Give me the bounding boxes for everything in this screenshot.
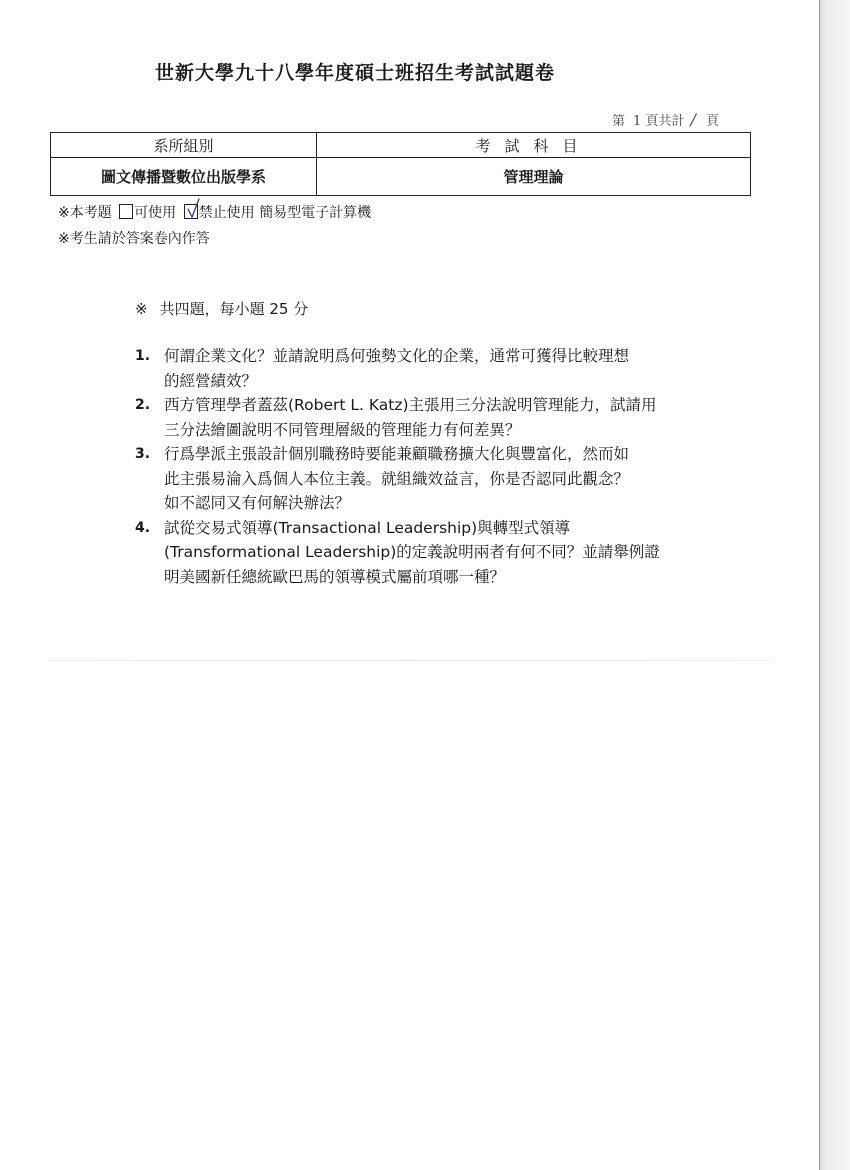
instruction	[135, 298, 308, 319]
question-item	[135, 442, 735, 516]
question-text-line: 的經營績效？	[164, 371, 258, 390]
calculator-note-prefix: ※本考題	[58, 205, 112, 221]
question-number: 2.	[135, 397, 151, 413]
question-item	[135, 393, 735, 442]
question-item	[135, 516, 735, 590]
question-text-line: 行爲學派主張設計個別職務時要能兼顧職務擴大化與豐富化，然而如	[164, 445, 630, 463]
reference-mark: ※	[135, 300, 148, 318]
header-subject-label: 考試科目	[317, 133, 751, 158]
calculator-note	[58, 202, 371, 222]
allowed-label: 可使用	[134, 205, 177, 221]
instruction-text: 共四題，每小題 25 分	[159, 300, 309, 318]
question-number: 1.	[135, 348, 151, 364]
value-row	[51, 158, 751, 196]
subject-value: 管理理論	[317, 158, 751, 196]
handwritten-slash: /	[690, 110, 696, 129]
page-info-prefix: 第	[612, 114, 626, 129]
question-text-line: 何謂企業文化？並請說明爲何強勢文化的企業，通常可獲得比較理想	[164, 347, 630, 365]
forbidden-label: 禁止使用	[198, 205, 255, 221]
question-text-line: 此主張易淪入爲個人本位主義。就組織效益言，你是否認同此觀念？	[164, 469, 630, 488]
exam-title: 世新大學九十八學年度碩士班招生考試試題卷	[155, 62, 556, 84]
calculator-note-suffix: 簡易型電子計算機	[259, 205, 372, 221]
department-value: 圖文傳播暨數位出版學系	[51, 158, 317, 196]
question-number: 4.	[135, 519, 151, 536]
scan-edge	[820, 0, 850, 1170]
header-table	[50, 132, 751, 196]
page-info	[612, 110, 719, 129]
header-row	[51, 133, 751, 158]
scan-faint-line	[48, 660, 773, 661]
question-text-line: 試從交易式領導(Transactional Leadership)與轉型式領導	[164, 518, 571, 537]
scan-edge-line	[819, 0, 820, 1170]
question-item	[135, 344, 735, 393]
check-mark-icon	[186, 198, 200, 218]
question-text-line: 如不認同又有何解決辦法？	[164, 494, 351, 512]
page-info-middle: 頁共計	[645, 114, 685, 129]
question-list	[135, 344, 735, 589]
forbidden-checkbox[interactable]	[184, 204, 198, 219]
page-current: 1	[633, 114, 642, 129]
question-text-line: 明美國新任總統歐巴馬的領導模式屬前項哪一種？	[164, 567, 506, 586]
answer-note: ※考生請於答案卷內作答	[58, 231, 210, 247]
question-number: 3.	[135, 446, 151, 462]
page-info-suffix: 頁	[705, 114, 719, 129]
question-text-line: 三分法繪圖說明不同管理層級的管理能力有何差異？	[164, 420, 521, 439]
allowed-checkbox[interactable]	[119, 204, 133, 219]
header-department-label: 系所組別	[51, 133, 317, 158]
question-text-line: (Transformational Leadership)的定義說明兩者有何不同？並請舉例證	[164, 543, 660, 561]
question-text-line: 西方管理學者蓋茲(Robert L. Katz)主張用三分法說明管理能力，試請用	[164, 396, 657, 414]
